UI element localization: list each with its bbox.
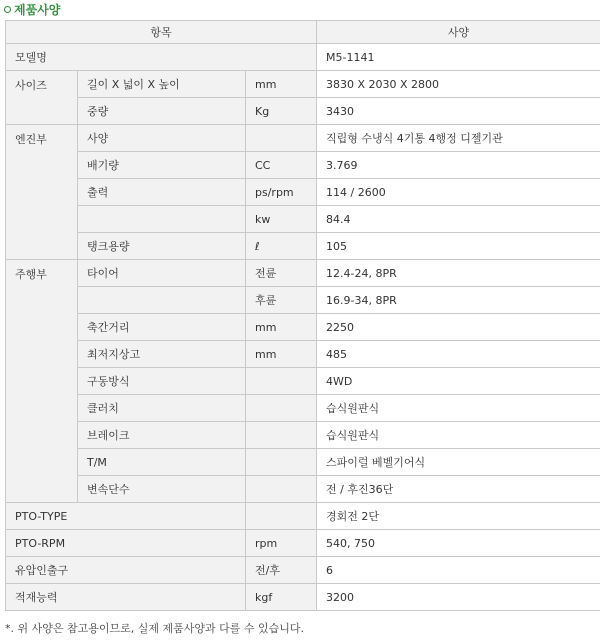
row-value: 105 [317,233,600,260]
row-unit [246,476,317,503]
table-row [6,476,600,503]
row-unit: 후륜 [246,287,317,314]
row-value: 3430 [317,98,600,125]
header-item: 항목 [6,21,317,44]
row-sub: 탱크용량 [78,233,246,260]
table-row [6,152,600,179]
row-unit [246,125,317,152]
row-unit: 전/후 [246,557,317,584]
spec-table [5,20,600,611]
table-row [6,314,600,341]
row-unit: kgf [246,584,317,611]
row-unit: mm [246,71,317,98]
row-value: 3200 [317,584,600,611]
table-row [6,503,600,530]
row-value: 12.4-24, 8PR [317,260,600,287]
row-unit: ℓ [246,233,317,260]
row-unit [246,503,317,530]
section-title-text: 제품사양 [14,2,61,17]
row-value: 6 [317,557,600,584]
row-unit: mm [246,341,317,368]
row-label: 모델명 [6,44,317,71]
table-row [6,557,600,584]
table-row [6,260,600,287]
row-unit: CC [246,152,317,179]
row-value: M5-1141 [317,44,600,71]
row-unit: mm [246,314,317,341]
row-unit: ps/rpm [246,179,317,206]
row-value: 직립형 수냉식 4기통 4행정 디젤기관 [317,125,600,152]
row-value: 경회전 2단 [317,503,600,530]
table-row [6,179,600,206]
row-value: 485 [317,341,600,368]
row-unit [246,422,317,449]
row-label: PTO-TYPE [6,503,246,530]
row-value: 스파이럴 베벨기어식 [317,449,600,476]
footnote: *. 위 사양은 참고용이므로, 실제 제품사양과 다를 수 있습니다. [5,622,304,635]
row-unit: 전륜 [246,260,317,287]
table-row [6,395,600,422]
table-row [6,584,600,611]
row-sub: 타이어 [78,260,246,287]
row-sub [78,206,246,233]
row-label: 적재능력 [6,584,246,611]
row-value: 3.769 [317,152,600,179]
row-sub: 배기량 [78,152,246,179]
row-unit: rpm [246,530,317,557]
table-row [6,233,600,260]
row-label: 유압인출구 [6,557,246,584]
row-sub: 최저지상고 [78,341,246,368]
row-value: 전 / 후진36단 [317,476,600,503]
table-row [6,71,600,98]
table-row [6,449,600,476]
category-cell: 주행부 [6,260,78,503]
row-sub: 구동방식 [78,368,246,395]
row-sub: 길이 X 넓이 X 높이 [78,71,246,98]
category-cell: 엔진부 [6,125,78,260]
row-value: 2250 [317,314,600,341]
category-cell: 사이즈 [6,71,78,125]
row-unit [246,368,317,395]
table-row [6,206,600,233]
row-value: 습식원판식 [317,422,600,449]
table-row [6,287,600,314]
row-unit: Kg [246,98,317,125]
row-value: 습식원판식 [317,395,600,422]
row-unit [246,395,317,422]
table-row [6,530,600,557]
table-row [6,98,600,125]
table-row [6,341,600,368]
table-row [6,368,600,395]
section-title [0,0,600,18]
row-unit: kw [246,206,317,233]
row-sub: 축간거리 [78,314,246,341]
row-value: 114 / 2600 [317,179,600,206]
table-row [6,422,600,449]
row-label: PTO-RPM [6,530,246,557]
row-sub: 사양 [78,125,246,152]
row-sub: T/M [78,449,246,476]
row-value: 540, 750 [317,530,600,557]
header-spec: 사양 [317,21,600,44]
circle-bullet-icon [4,6,11,13]
row-value: 3830 X 2030 X 2800 [317,71,600,98]
row-unit [246,449,317,476]
row-value: 84.4 [317,206,600,233]
row-sub [78,287,246,314]
table-header-row [6,21,600,44]
row-sub: 출력 [78,179,246,206]
table-row [6,125,600,152]
row-sub: 브레이크 [78,422,246,449]
row-sub: 중량 [78,98,246,125]
row-sub: 변속단수 [78,476,246,503]
row-sub: 클러치 [78,395,246,422]
table-row [6,44,600,71]
row-value: 4WD [317,368,600,395]
row-value: 16.9-34, 8PR [317,287,600,314]
